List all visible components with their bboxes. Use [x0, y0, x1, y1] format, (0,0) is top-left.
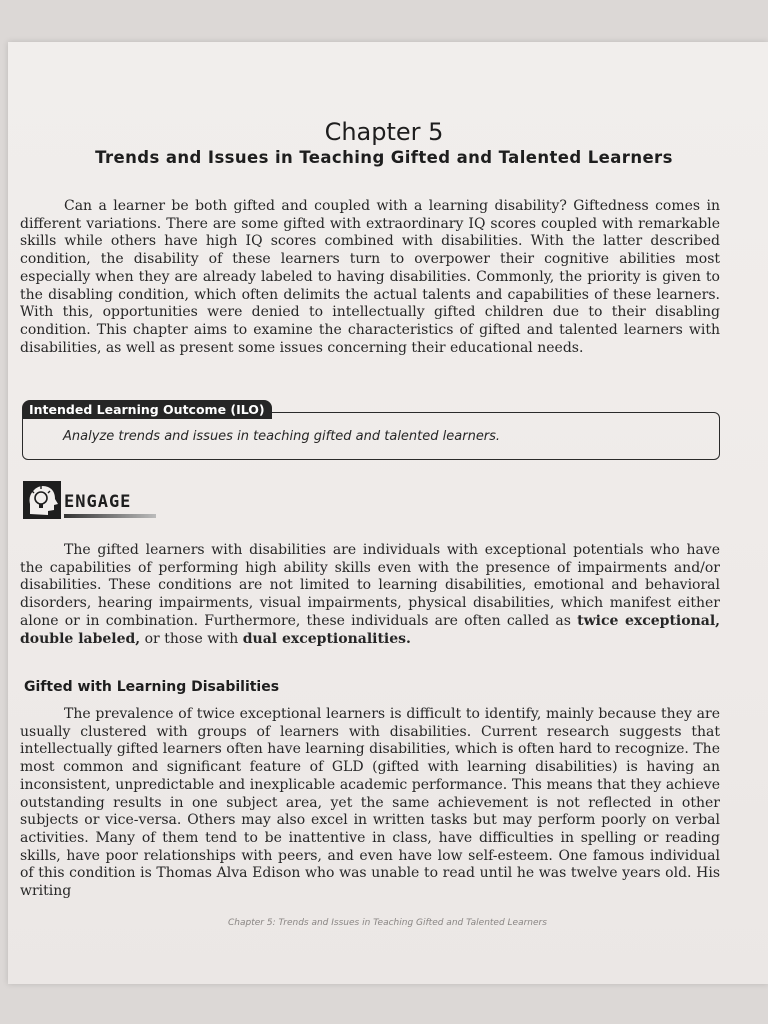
engage-mid-text: or those with [144, 630, 239, 647]
intro-text: Can a learner be both gifted and coupled with a learning disability? Giftedness comes in different variations. There are some gifted with extraordinary IQ scores coupled with remarkable skills while others have high IQ scores combined with disabilities. With the latter described condition, the disability of these learners turn to overpower their cognitive abilities most especially when they are already labeled to having disabilities. Commonly, the priority is given to the disabling condition, which often delimits the actual talents and capabilities of these learners. With this, opportunities were denied to intellectually gifted children due to their disabling condition. This chapter aims to examine the characteristics of gifted and talented learners with disabilities, as well as present some issues concerning their educational needs. [20, 198, 720, 356]
ilo-label: Intended Learning Outcome (ILO) [22, 400, 272, 419]
section-text: The prevalence of twice exceptional learners is difficult to identify, mainly because they are usually clustered with groups of learners with disabilities. Current research suggests that intellectually gifted learners often have learning disabilities, which is often hard to recognize. The most common and significant feature of GLD (gifted with learning disabilities) is having an inconsistent, unpredictable and inexplicable academic performance. This means that they achieve outstanding results in one subject area, yet the same achievement is not reflected in other subjects or vice-versa. Others may also excel in written tasks but may perform poorly on verbal activities. Many of them tend to be inattentive in class, have difficulties in spelling or reading skills, have poor relationships with peers, and even have low self-esteem. One famous individual of this condition is Thomas Alva Edison who was unable to read until he was twelve years old. His writing [20, 706, 720, 900]
intro-paragraph [20, 198, 720, 357]
chapter-subtitle: Trends and Issues in Teaching Gifted and Talented Learners [95, 148, 673, 167]
engage-label: ENGAGE [64, 492, 132, 512]
lightbulb-head-icon [22, 480, 62, 520]
chapter-title: Chapter 5 [324, 118, 444, 146]
section-heading: Gifted with Learning Disabilities [24, 679, 280, 695]
book-page [8, 42, 768, 984]
term-twice-exceptional: twice exceptional, double labeled, [20, 612, 721, 647]
section-paragraph [20, 706, 720, 901]
term-dual-exceptionalities: dual exceptionalities. [242, 630, 411, 647]
page-footer: Chapter 5: Trends and Issues in Teaching Gifted and Talented Learners [228, 918, 547, 928]
engage-text: The gifted learners with disabilities are individuals with exceptional potentials who have the capabilities of performing high ability skills even with the presence of impairments and/or disabilities. These conditions are not limited to learning disabilities, emotional and behavioral disorders, hearing impairments, visual impairments, physical disabilities, which manifest either alone or in combination. Furthermore, these individuals are often called as [20, 542, 720, 629]
ilo-text: Analyze trends and issues in teaching gifted and talented learners. [63, 429, 501, 444]
ilo-box [22, 412, 720, 460]
engage-paragraph [20, 542, 720, 648]
engage-underline [64, 514, 156, 518]
